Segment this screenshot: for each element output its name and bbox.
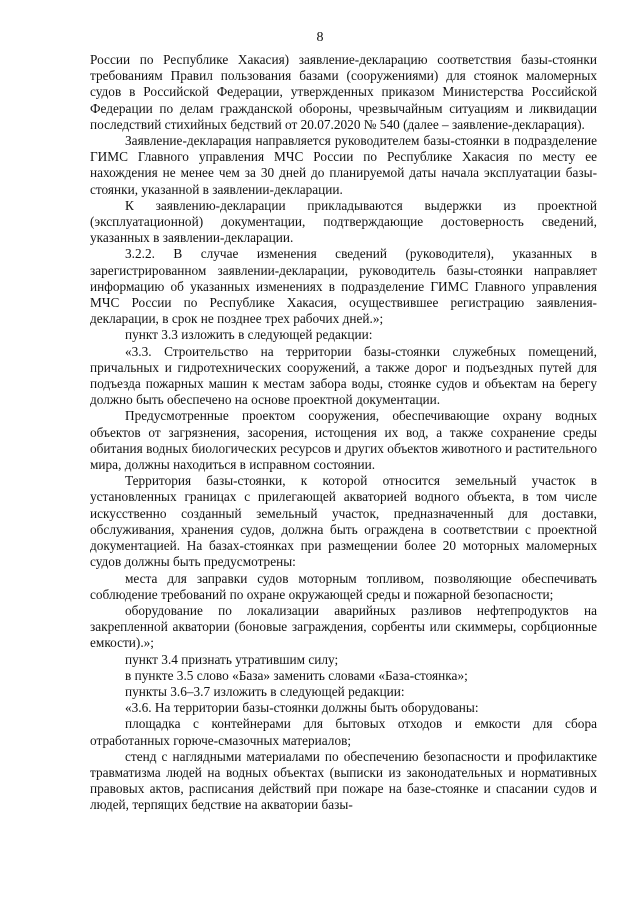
paragraph-declaration-attachments: К заявлению-декларации прикладываются выдержки из проектной (эксплуатационной) документации, подтверждающие достоверность сведений, указанных в заявлении-декларации. <box>90 197 597 246</box>
paragraph-clause-3-6: «3.6. На территории базы-стоянки должны быть оборудованы: <box>125 700 479 716</box>
page-number: 8 <box>316 30 324 45</box>
paragraph-protective-structures: Предусмотренные проектом сооружения, обеспечивающие охрану водных объектов от загрязнения, засорения, истощения их вод, а также сохранение среды обитания водных биологических ресурсов и других объектов животного и растительного мира, должны находиться в исправном состоянии. <box>90 408 597 473</box>
paragraph-clause-3-3: «3.3. Строительство на территории базы-стоянки служебных помещений, причальных и гидротехнических сооружений, а также дорог и подъездных путей для подъезда пожарных машин к местам забора воды, стоянке судов и объектам на берегу должно быть обеспечено на основе проектной документации. <box>90 343 597 408</box>
paragraph-declaration-intro: России по Республике Хакасия) заявление-декларацию соответствия базы-стоянки требованиям Правил пользования базами (сооружениями) для стоянок маломерных судов в Российской Федерации, утвержденных приказом Министерства Российской Федерации по делам гражданской обороны, чрезвычайным ситуациям и ликвидации последствий стихийных бедствий от 20.07.2020 № 540 (далее – заявление-декларация). <box>90 52 597 132</box>
paragraph-clause-3-5-replace: в пункте 3.5 слово «База» заменить словами «База-стоянка»; <box>125 667 468 683</box>
paragraph-declaration-submission: Заявление-декларация направляется руководителем базы-стоянки в подразделение ГИМС Главного управления МЧС России по Республике Хакасия по месту ее нахождения не менее чем за 30 дней до планируемой даты начала эксплуатации базы-стоянки, указанной в заявлении-декларации. <box>90 133 597 197</box>
paragraph-clause-3-3-instruction: пункт 3.3 изложить в следующей редакции: <box>125 327 373 343</box>
document-body <box>90 52 597 814</box>
paragraph-waste-site: площадка с контейнерами для бытовых отходов и емкости для сбора отработанных горюче-смазочных материалов; <box>90 716 597 748</box>
paragraph-territory-fencing: Территория базы-стоянки, к которой относится земельный участок в установленных границах с прилегающей акваторией водного объекта, в том числе искусственно созданный земельный участок, предназначенный для доставки, обслуживания, хранения судов, должна быть ограждена в соответствии с проектной документацией. На базах-стоянках при размещении более 20 моторных маломерных судов должны быть предусмотрены: <box>90 473 597 570</box>
paragraph-clause-3-2-2: 3.2.2. В случае изменения сведений (руководителя), указанных в зарегистрированном заявлении-декларации, руководитель базы-стоянки направляет информацию об указанных изменениях в подразделение ГИМС Главного управления МЧС России по Республике Хакасия, осуществившее регистрацию заявления-декларации, в срок не позднее трех рабочих дней.»; <box>90 246 597 327</box>
paragraph-clauses-3-6-3-7-instruction: пункты 3.6–3.7 изложить в следующей редакции: <box>125 683 405 699</box>
paragraph-refueling-places: места для заправки судов моторным топливом, позволяющие обеспечивать соблюдение требований по охране окружающей среды и пожарной безопасности; <box>90 570 597 602</box>
paragraph-clause-3-4-repeal: пункт 3.4 признать утратившим силу; <box>125 651 339 667</box>
paragraph-spill-equipment: оборудование по локализации аварийных разливов нефтепродуктов на закрепленной акватории (боновые заграждения, сорбенты или скиммеры, сорбционные емкости).»; <box>90 602 597 651</box>
paragraph-safety-stand: стенд с наглядными материалами по обеспечению безопасности и профилактике травматизма людей на водных объектах (выписки из законодательных и нормативных правовых актов, расписания действий при пожаре на базе-стоянке и спасании судов и людей, терпящих бедствие на акватории базы- <box>90 748 597 813</box>
